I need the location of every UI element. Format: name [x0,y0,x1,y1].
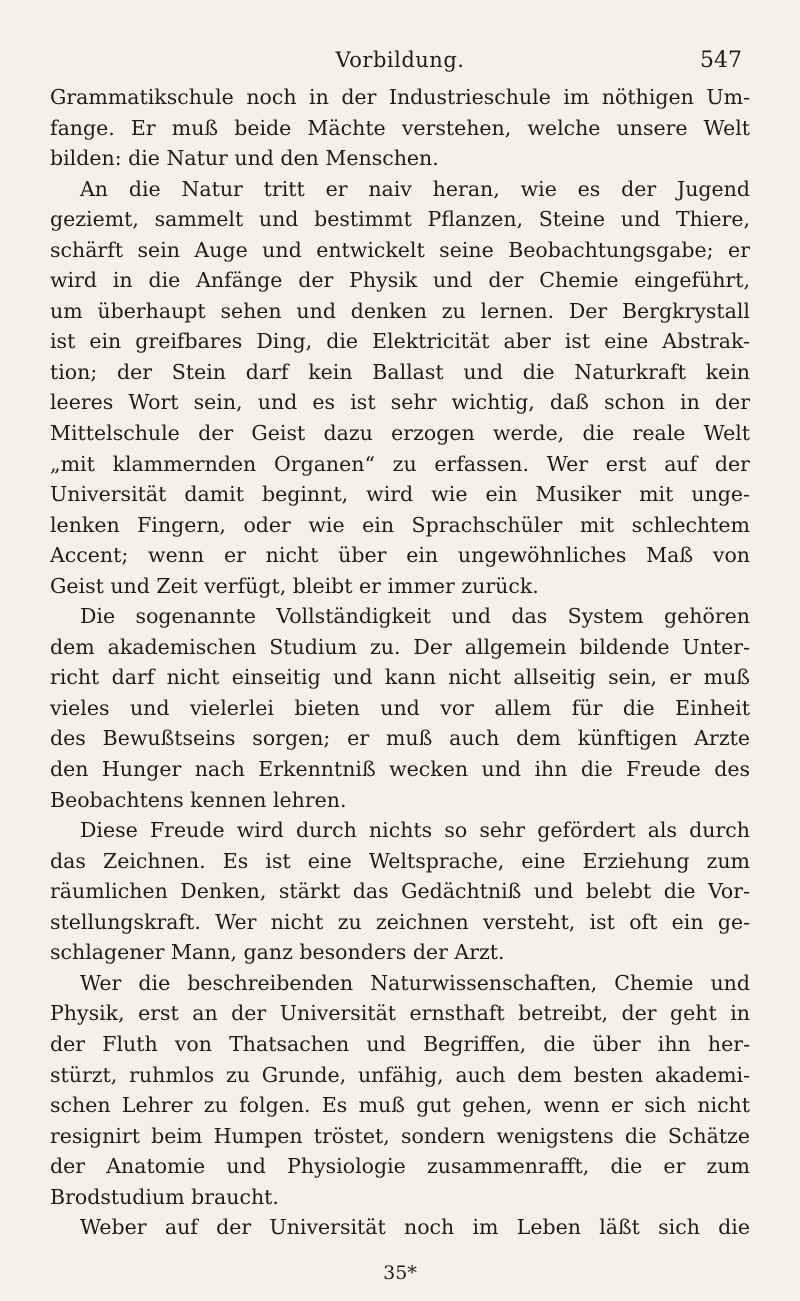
text-line: Wer die beschreibenden Naturwissenschaften, Chemie und [80,970,750,995]
text-line: räumlichen Denken, stärkt das Gedächtniß und belebt die Vor- [50,879,750,904]
page-header [50,48,750,78]
text-line: ist ein greifbares Ding, die Elektricität aber ist eine Abstrak- [50,329,750,354]
text-line: der Anatomie und Physiologie zusammenrafft, die er zum [50,1154,750,1179]
text-line: lenken Fingern, oder wie ein Sprachschüler mit schlechtem [50,512,750,537]
text-line: das Zeichnen. Es ist eine Weltsprache, eine Erziehung zum [50,848,750,873]
text-line: leeres Wort sein, und es ist sehr wichtig, daß schon in der [50,390,750,415]
text-line: geziemt, sammelt und bestimmt Pflanzen, Steine und Thiere, [50,207,750,232]
text-line: schlagener Mann, ganz besonders der Arzt. [50,940,505,965]
text-line: um überhaupt sehen und denken zu lernen. Der Bergkrystall [50,298,750,323]
text-line: stellungskraft. Wer nicht zu zeichnen versteht, ist oft ein ge- [50,909,750,934]
signature-mark: 35* [383,1262,417,1284]
text-line: stürzt, ruhmlos zu Grunde, unfähig, auch dem besten akademi- [50,1062,750,1087]
text-line: schen Lehrer zu folgen. Es muß gut gehen, wenn er sich nicht [50,1093,750,1118]
text-line: Diese Freude wird durch nichts so sehr gefördert als durch [80,818,750,843]
text-line: vieles und vielerlei bieten und vor allem für die Einheit [50,695,750,720]
text-line: Grammatikschule noch in der Industrieschule im nöthigen Um- [50,85,750,109]
body-text [50,82,750,1243]
text-line: schärft sein Auge und entwickelt seine Beobachtungsgabe; er [50,237,750,262]
running-title: Vorbildung. [335,48,465,72]
text-line: Weber auf der Universität noch im Leben läßt sich die [80,1215,750,1240]
text-line: dem akademischen Studium zu. Der allgemein bildende Unter- [50,634,750,659]
text-line: wird in die Anfänge der Physik und der Chemie eingeführt, [50,268,750,293]
text-line: tion; der Stein darf kein Ballast und die Naturkraft kein [50,359,750,384]
text-line: richt darf nicht einseitig und kann nicht allseitig sein, er muß [50,665,750,690]
text-line: Physik, erst an der Universität ernsthaft betreibt, der geht in [50,1001,750,1026]
text-line: Universität damit beginnt, wird wie ein Musiker mit unge- [50,482,750,507]
text-line: den Hunger nach Erkenntniß wecken und ihn die Freude des [50,757,750,782]
text-line: An die Natur tritt er naiv heran, wie es der Jugend [80,176,750,201]
text-line: der Fluth von Thatsachen und Begriffen, die über ihn her- [50,1031,750,1056]
text-line: des Bewußtseins sorgen; er muß auch dem künftigen Arzte [50,726,750,751]
text-line: bilden: die Natur und den Menschen. [50,146,439,171]
text-line: Beobachtens kennen lehren. [50,787,347,812]
text-line: Brodstudium braucht. [50,1184,279,1209]
text-line: resignirt beim Humpen tröstet, sondern wenigstens die Schätze [50,1123,750,1148]
page-number: 547 [700,48,742,73]
text-line: Accent; wenn er nicht über ein ungewöhnliches Maß von [50,543,750,568]
text-line: Mittelschule der Geist dazu erzogen werde, die reale Welt [50,421,750,446]
text-line: Geist und Zeit verfügt, bleibt er immer zurück. [50,573,539,598]
text-line: Die sogenannte Vollständigkeit und das System gehören [80,604,750,629]
text-line: „mit klammernden Organen“ zu erfassen. Wer erst auf der [50,451,750,476]
text-line: fange. Er muß beide Mächte verstehen, welche unsere Welt [50,115,750,140]
